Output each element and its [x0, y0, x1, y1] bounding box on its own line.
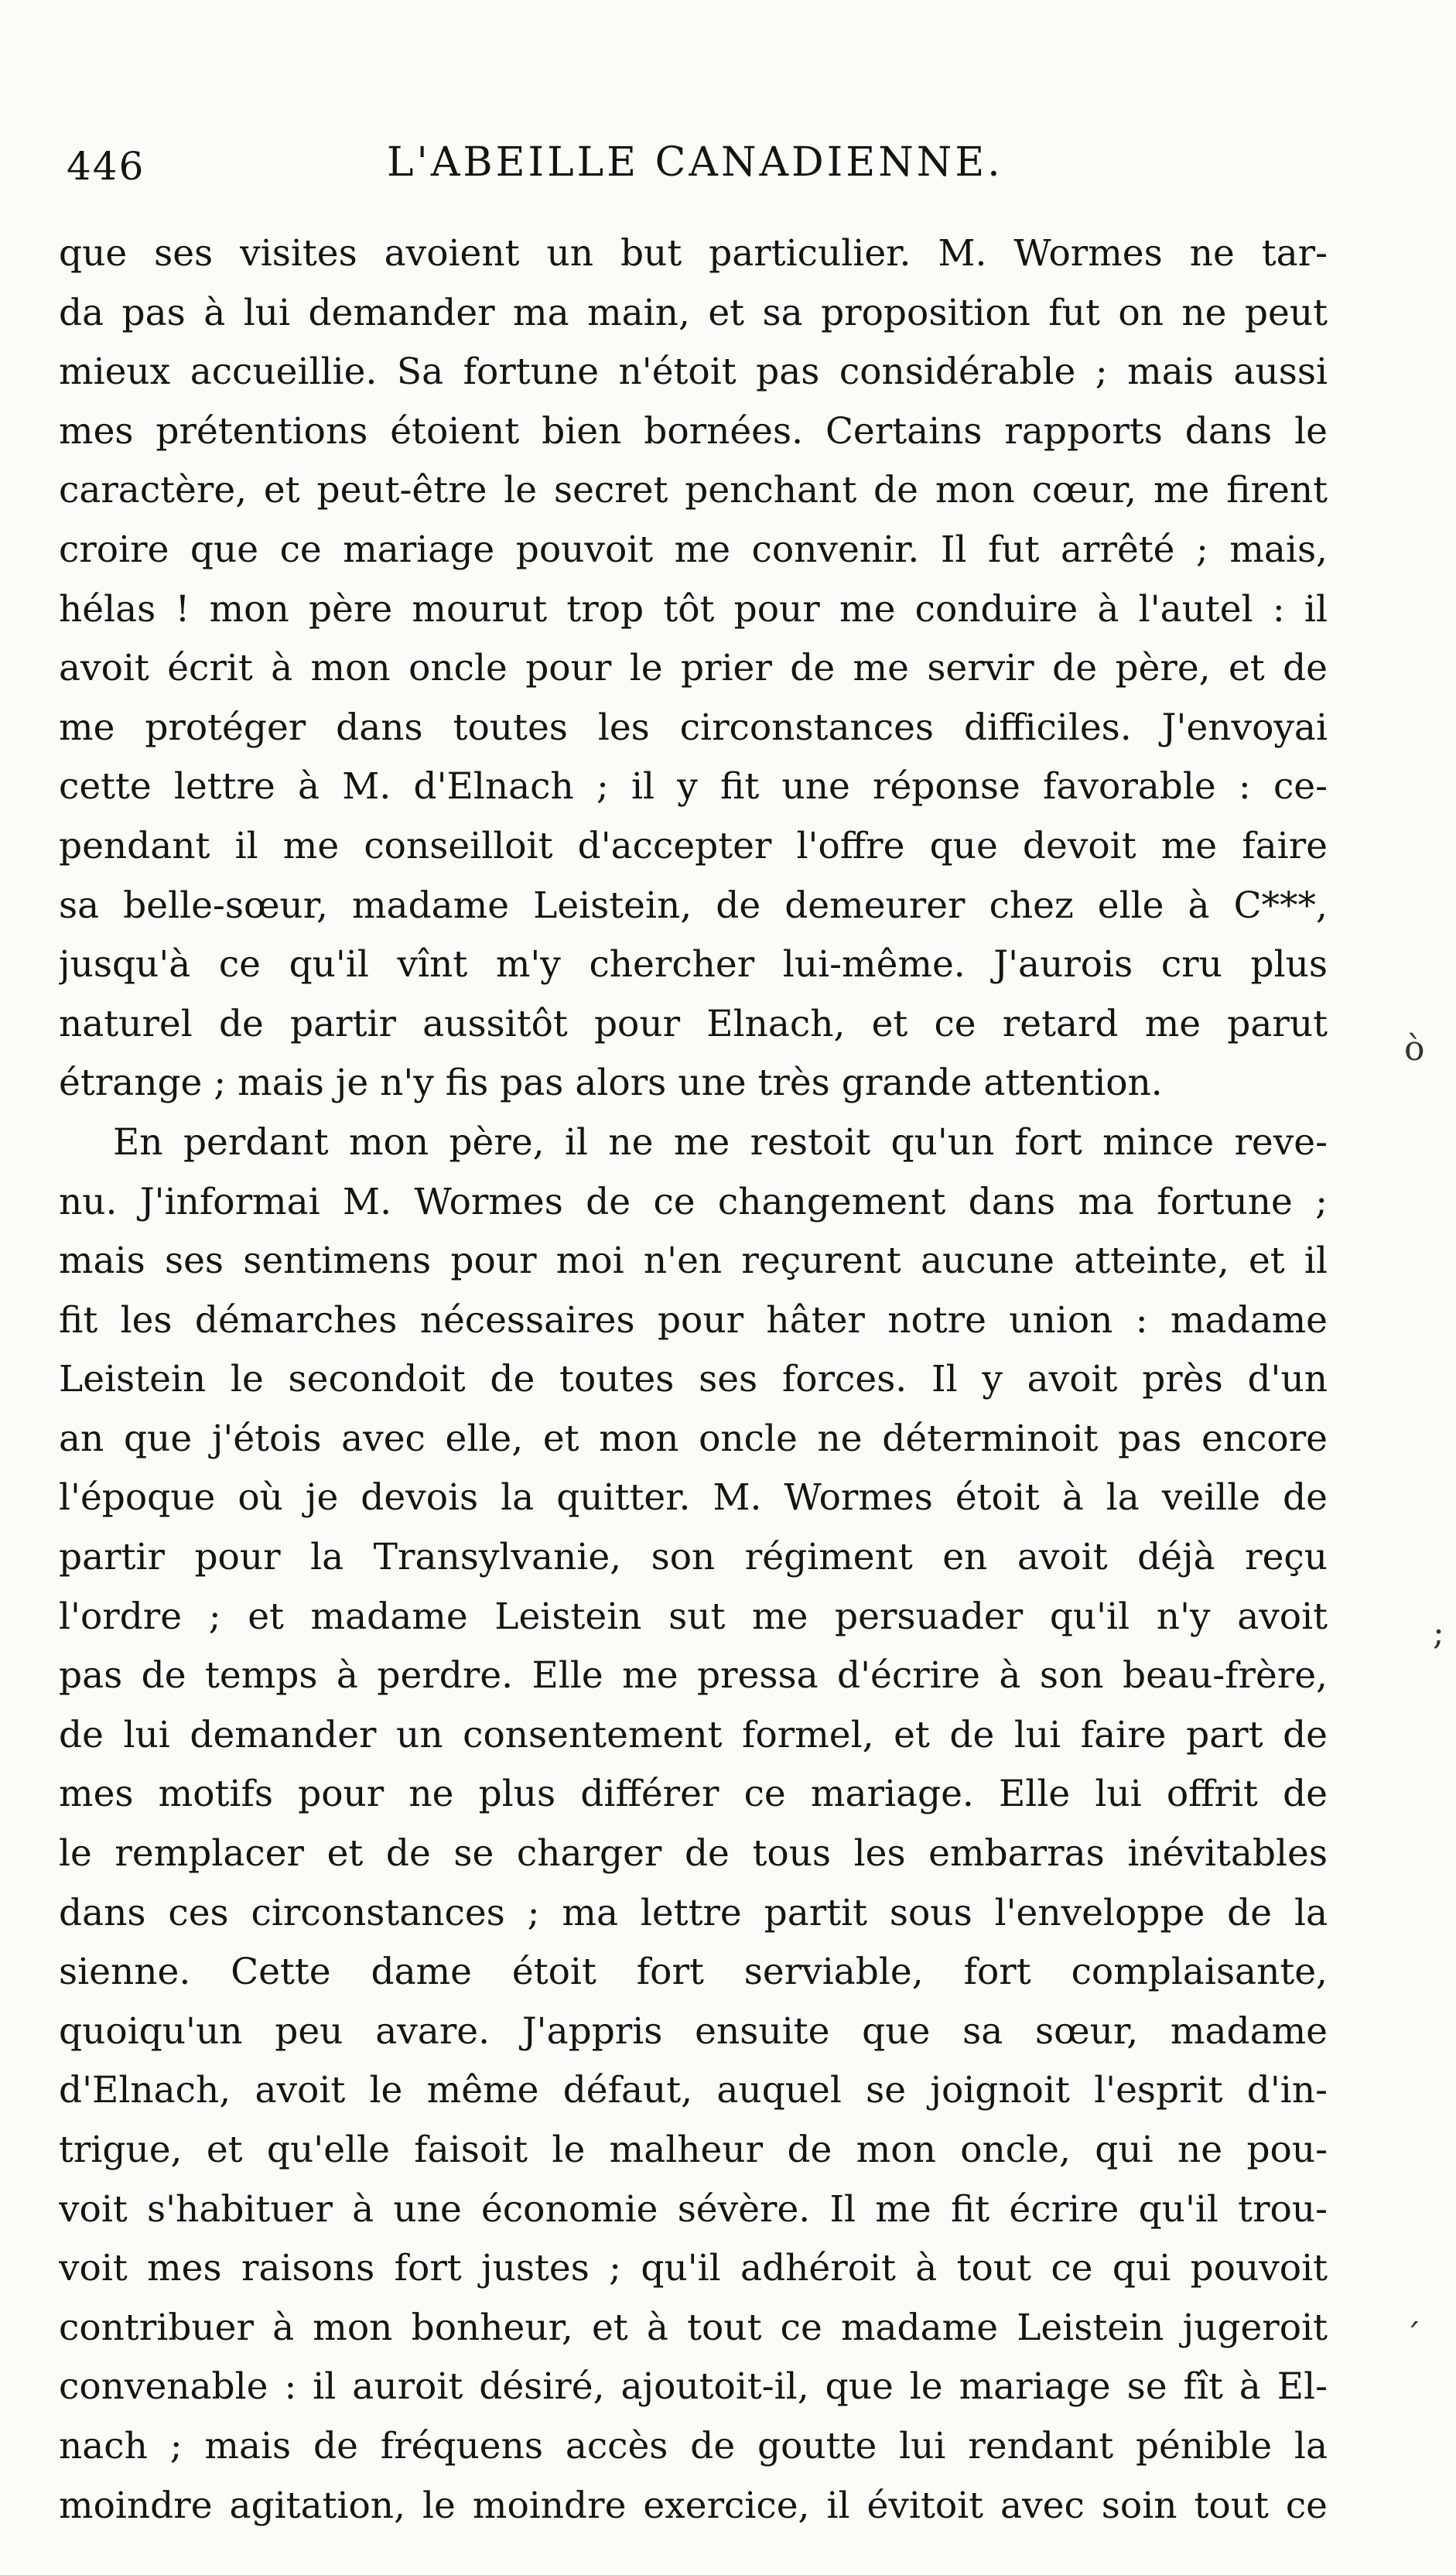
text-line: an que j'étois avec elle, et mon oncle ne déterminoit pas encore — [59, 1417, 1328, 1460]
text-line: trigue, et qu'elle faisoit le malheur de mon oncle, qui ne pou- — [59, 2129, 1328, 2171]
text-line: Leistein le secondoit de toutes ses forces. Il y avoit près d'un — [59, 1358, 1328, 1401]
text-line: d'Elnach, avoit le même défaut, auquel se joignoit l'esprit d'in- — [59, 2069, 1328, 2112]
text-line: croire que ce mariage pouvoit me convenir. Il fut arrêté ; mais, — [59, 528, 1328, 571]
text-line: dans ces circonstances ; ma lettre partit sous l'enveloppe de la — [59, 1891, 1328, 1934]
text-line: mieux accueillie. Sa fortune n'étoit pas considérable ; mais aussi — [59, 351, 1328, 394]
text-line: le remplacer et de se charger de tous les embarras inévitables — [59, 1832, 1328, 1876]
text-line: hélas ! mon père mourut trop tôt pour me conduire à l'autel : il — [59, 587, 1328, 631]
text-line: l'époque où je devois la quitter. M. Wormes étoit à la veille de — [59, 1476, 1328, 1520]
text-line: jusqu'à ce qu'il vînt m'y chercher lui-même. J'aurois cru plus — [59, 943, 1328, 987]
text-line: mais ses sentimens pour moi n'en reçurent aucune atteinte, et il — [59, 1240, 1328, 1283]
text-line: me protéger dans toutes les circonstances difficiles. J'envoyai — [59, 706, 1328, 749]
text-line: nu. J'informai M. Wormes de ce changement dans ma fortune ; — [59, 1180, 1328, 1223]
text-line: contribuer à mon bonheur, et à tout ce madame Leistein jugeroit — [59, 2306, 1328, 2349]
text-line: partir pour la Transylvanie, son régiment en avoit déjà reçu — [59, 1536, 1328, 1579]
page-header — [62, 139, 1021, 193]
text-line: que ses visites avoient un but particulier. M. Wormes ne tar- — [59, 232, 1328, 275]
text-line: étrange ; mais je n'y fis pas alors une très grande attention. — [59, 1062, 1163, 1105]
text-line: convenable : il auroit désiré, ajoutoit-il, que le mariage se fît à El- — [59, 2365, 1328, 2409]
text-line: pendant il me conseilloit d'accepter l'offre que devoit me faire — [59, 824, 1328, 867]
text-line: voit mes raisons fort justes ; qu'il adhéroit à tout ce qui pouvoit — [59, 2247, 1328, 2290]
text-line: sienne. Cette dame étoit fort serviable, fort complaisante, — [59, 1951, 1328, 1994]
text-line: da pas à lui demander ma main, et sa proposition fut on ne peut — [59, 291, 1328, 334]
text-line: sa belle-sœur, madame Leistein, de demeurer chez elle à C***, — [59, 884, 1328, 927]
text-line: fit les démarches nécessaires pour hâter notre union : madame — [59, 1298, 1328, 1342]
text-line: quoiqu'un peu avare. J'appris ensuite que sa sœur, madame — [59, 2009, 1328, 2053]
text-line: naturel de partir aussitôt pour Elnach, et ce retard me parut — [59, 1002, 1328, 1045]
ink-speck: ; — [1433, 1613, 1444, 1653]
text-line: En perdant mon père, il ne me restoit qu'un fort mince reve- — [113, 1120, 1328, 1164]
text-line: de lui demander un consentement formel, et de lui faire part de — [59, 1713, 1328, 1756]
text-line: mes prétentions étoient bien bornées. Certains rapports dans le — [59, 409, 1328, 453]
text-line: caractère, et peut-être le secret penchant de mon cœur, me firent — [59, 469, 1328, 512]
text-line: moindre agitation, le moindre exercice, il évitoit avec soin tout ce — [59, 2484, 1328, 2527]
text-line: cette lettre à M. d'Elnach ; il y fit une réponse favorable : ce- — [59, 765, 1328, 809]
ink-speck: ὸ — [1404, 1029, 1425, 1069]
text-line: pas de temps à perdre. Elle me pressa d'écrire à son beau-frère, — [59, 1654, 1328, 1698]
text-line: l'ordre ; et madame Leistein sut me persuader qu'il n'y avoit — [59, 1595, 1328, 1638]
body-text — [59, 224, 1328, 2536]
text-line: mes motifs pour ne plus différer ce mariage. Elle lui offrit de — [59, 1773, 1328, 1816]
text-line: voit s'habituer à une économie sévère. Il me fit écrire qu'il trou- — [59, 2187, 1328, 2231]
running-title: L'ABEILLE CANADIENNE. — [387, 139, 1003, 186]
text-line: avoit écrit à mon oncle pour le prier de me servir de père, et de — [59, 647, 1328, 690]
ink-speck: ˊ — [1404, 2317, 1421, 2357]
text-line: nach ; mais de fréquens accès de goutte lui rendant pénible la — [59, 2424, 1328, 2467]
page-number: 446 — [67, 144, 145, 189]
